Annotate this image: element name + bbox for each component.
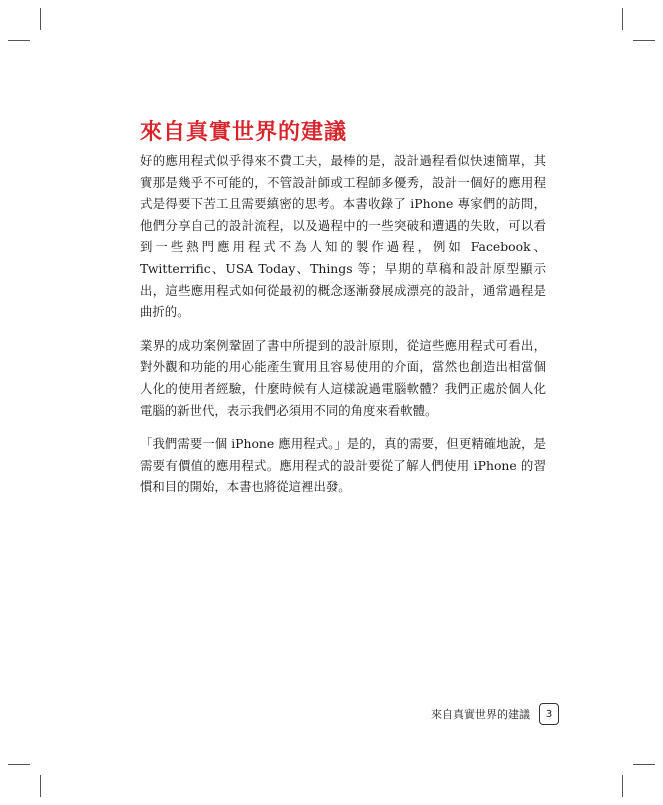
running-title: 來自真實世界的建議 [431,708,530,721]
page-number: 3 [539,703,559,725]
paragraph-3: 「我們需要一個 iPhone 應用程式。」是的，真的需要，但更精確地說，是需要有價值的應用程式。應用程式的設計要從了解人們使用 iPhone 的習慣和目的開始，本書也將從這裡出發。 [140,436,546,495]
page-footer [431,703,559,725]
paragraph-1: 好的應用程式似乎得來不費工夫，最棒的是，設計過程看似快速簡單，其實那是幾乎不可能的，不管設計師或工程師多優秀，設計一個好的應用程式是得要下苦工且需要縝密的思考。本書收錄了 iPhone 專家們的訪問，他們分享自己的設計流程，以及過程中的一些突破和遭遇的失敗，可以看到一些熱門應用程式不為人知的製作過程，例如 Facebook、Twitterrific、USA Today、Things 等；早期的草稿和設計原型顯示出，這些應用程式如何從最初的概念逐漸發展成漂亮的設計，通常過程是曲折的。 [140,153,546,320]
crop-mark-bottom-right-h [633,764,655,765]
crop-mark-bottom-left [40,775,41,797]
crop-mark-top-left [40,8,41,30]
paragraph-2: 業界的成功案例鞏固了書中所提到的設計原則，從這些應用程式可看出，對外觀和功能的用心能產生實用且容易使用的介面，當然也創造出相當個人化的使用者經驗，什麼時候有人這樣說過電腦軟體？我們正處於個人化電腦的新世代，表示我們必須用不同的角度來看軟體。 [140,337,546,418]
crop-mark-top-left-h [8,40,30,41]
crop-mark-bottom-left-h [8,764,30,765]
crop-mark-bottom-right [622,775,623,797]
body-text [140,150,546,510]
section-heading: 來自真實世界的建議 [140,120,348,145]
crop-mark-top-right-h [633,40,655,41]
crop-mark-top-right [622,8,623,30]
